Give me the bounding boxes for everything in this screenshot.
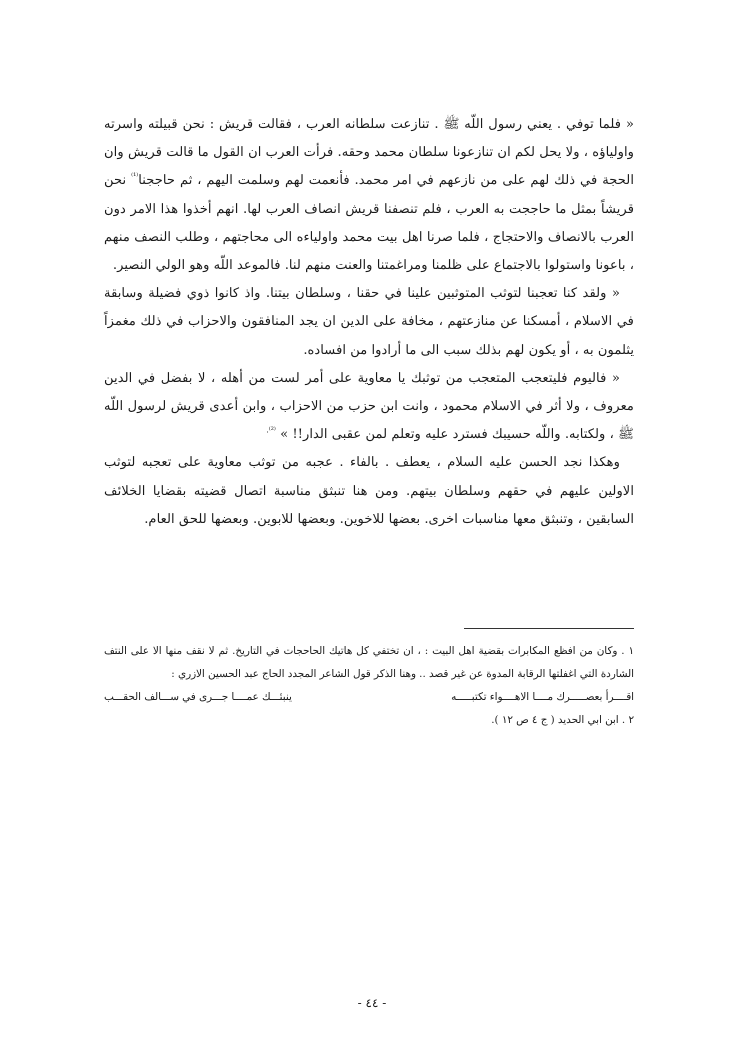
paragraph-4: وهكذا نجد الحسن عليه السلام ، يعطف . بالفاء . عجبه من توثب معاوية على تعجبه لتوثب الاولين عليهم في حقهم وسلطان بيتهم. ومن هنا تنبثق مناسبة اتصال قضيته بقضايا الخلائف السابقين ، وتنبثق معها مناسبات اخرى. بعضها للاخوين. وبعضها للابوين. وبعضها للحق العام.: [104, 455, 634, 527]
footnote-ref-2: ⁽²⁾.: [266, 425, 276, 435]
paragraph-1: [104, 111, 634, 280]
paragraph-3-text: « فاليوم فليتعجب المتعجب من توثبك يا معاوية على أمر لست من أهله ، لا بفضل في الدين معروف ، ولا أثر في الاسلام محمود ، وانت ابن حزب من الاحزاب ، وابن أعدى قريش لرسول اللّه ﷺ ، ولكتابه. واللّه حسيبك فسترد عليه وتعلم لمن عقبى الدار!! »: [104, 370, 634, 443]
footnote-divider: [464, 628, 634, 629]
paragraph-1-part-a: « فلما توفي . يعني رسول اللّه ﷺ . تنازعت سلطانه العرب ، فقالت قريش : نحن قبيلته واسرته واولياؤه ، ولا يحل لكم ان تنازعونا سلطان محمد وحقه. فرأت العرب ان القول ما قالت قريش وان الحجة في ذلك لهم على من نازعهم في امر محمد. فأنعمت لهم وسلمت اليهم ، ثم حاججنا: [104, 117, 634, 189]
main-text: [104, 111, 634, 534]
verse-second-hemistich: ينبئـــك عمــــا جـــرى في ســـالف الحقـــب: [104, 691, 292, 703]
verse-first-hemistich: اقــــرأ بعصـــــرك مــــا الاهــــواء تكتبـــــه: [451, 691, 634, 703]
footnotes: [104, 640, 634, 732]
paragraph-1-part-b: نحن قريشاً بمثل ما حاججت به العرب ، فلم تنصفنا قريش انصاف العرب لها. انهم أخذوا هذا الامر دون العرب بالانصاف والاحتجاج ، فلما صرنا اهل بيت محمد واولياءه الى محاجتهم ، وطلب النصف منهم ، باعونا واستولوا بالاجتماع على ظلمنا ومراغمتنا والعنت منهم لنا. فالموعد اللّه وهو الولي النصير.: [104, 173, 634, 274]
paragraph-3: [104, 365, 634, 450]
footnote-ref-1: ⁽¹⁾: [131, 172, 139, 182]
page-number: - ٤٤ -: [357, 996, 387, 1010]
paragraph-2: « ولقد كنا تعجبنا لتوثب المتوثبين علينا في حقنا ، وسلطان بيتنا. واذ كانوا ذوي فضيلة وسابقة في الاسلام ، أمسكنا عن منازعتهم ، مخافة على الدين ان يجد المنافقون والاحزاب في ذلك مغمزاً يثلمون به ، أو يكون لهم بذلك سبب الى ما أرادوا من افساده.: [104, 286, 634, 358]
poem-verse: [104, 686, 634, 709]
footnote-1: ١ . وكان من افظع المكابرات بقضية اهل البيت : ، ان تختفي كل هاتيك الحاحجات في التاريخ. ثم لا نقف منها الا على النتف الشاردة التي اغفلتها الرقابة المدوة عن غير قصد .. وهنا الذكر قول الشاعر المجدد الحاج عبد الحسين الازري :: [104, 645, 634, 680]
footnote-2: ٢ . ابن ابي الحديد ( ج ٤ ص ١٢ ).: [491, 714, 634, 726]
